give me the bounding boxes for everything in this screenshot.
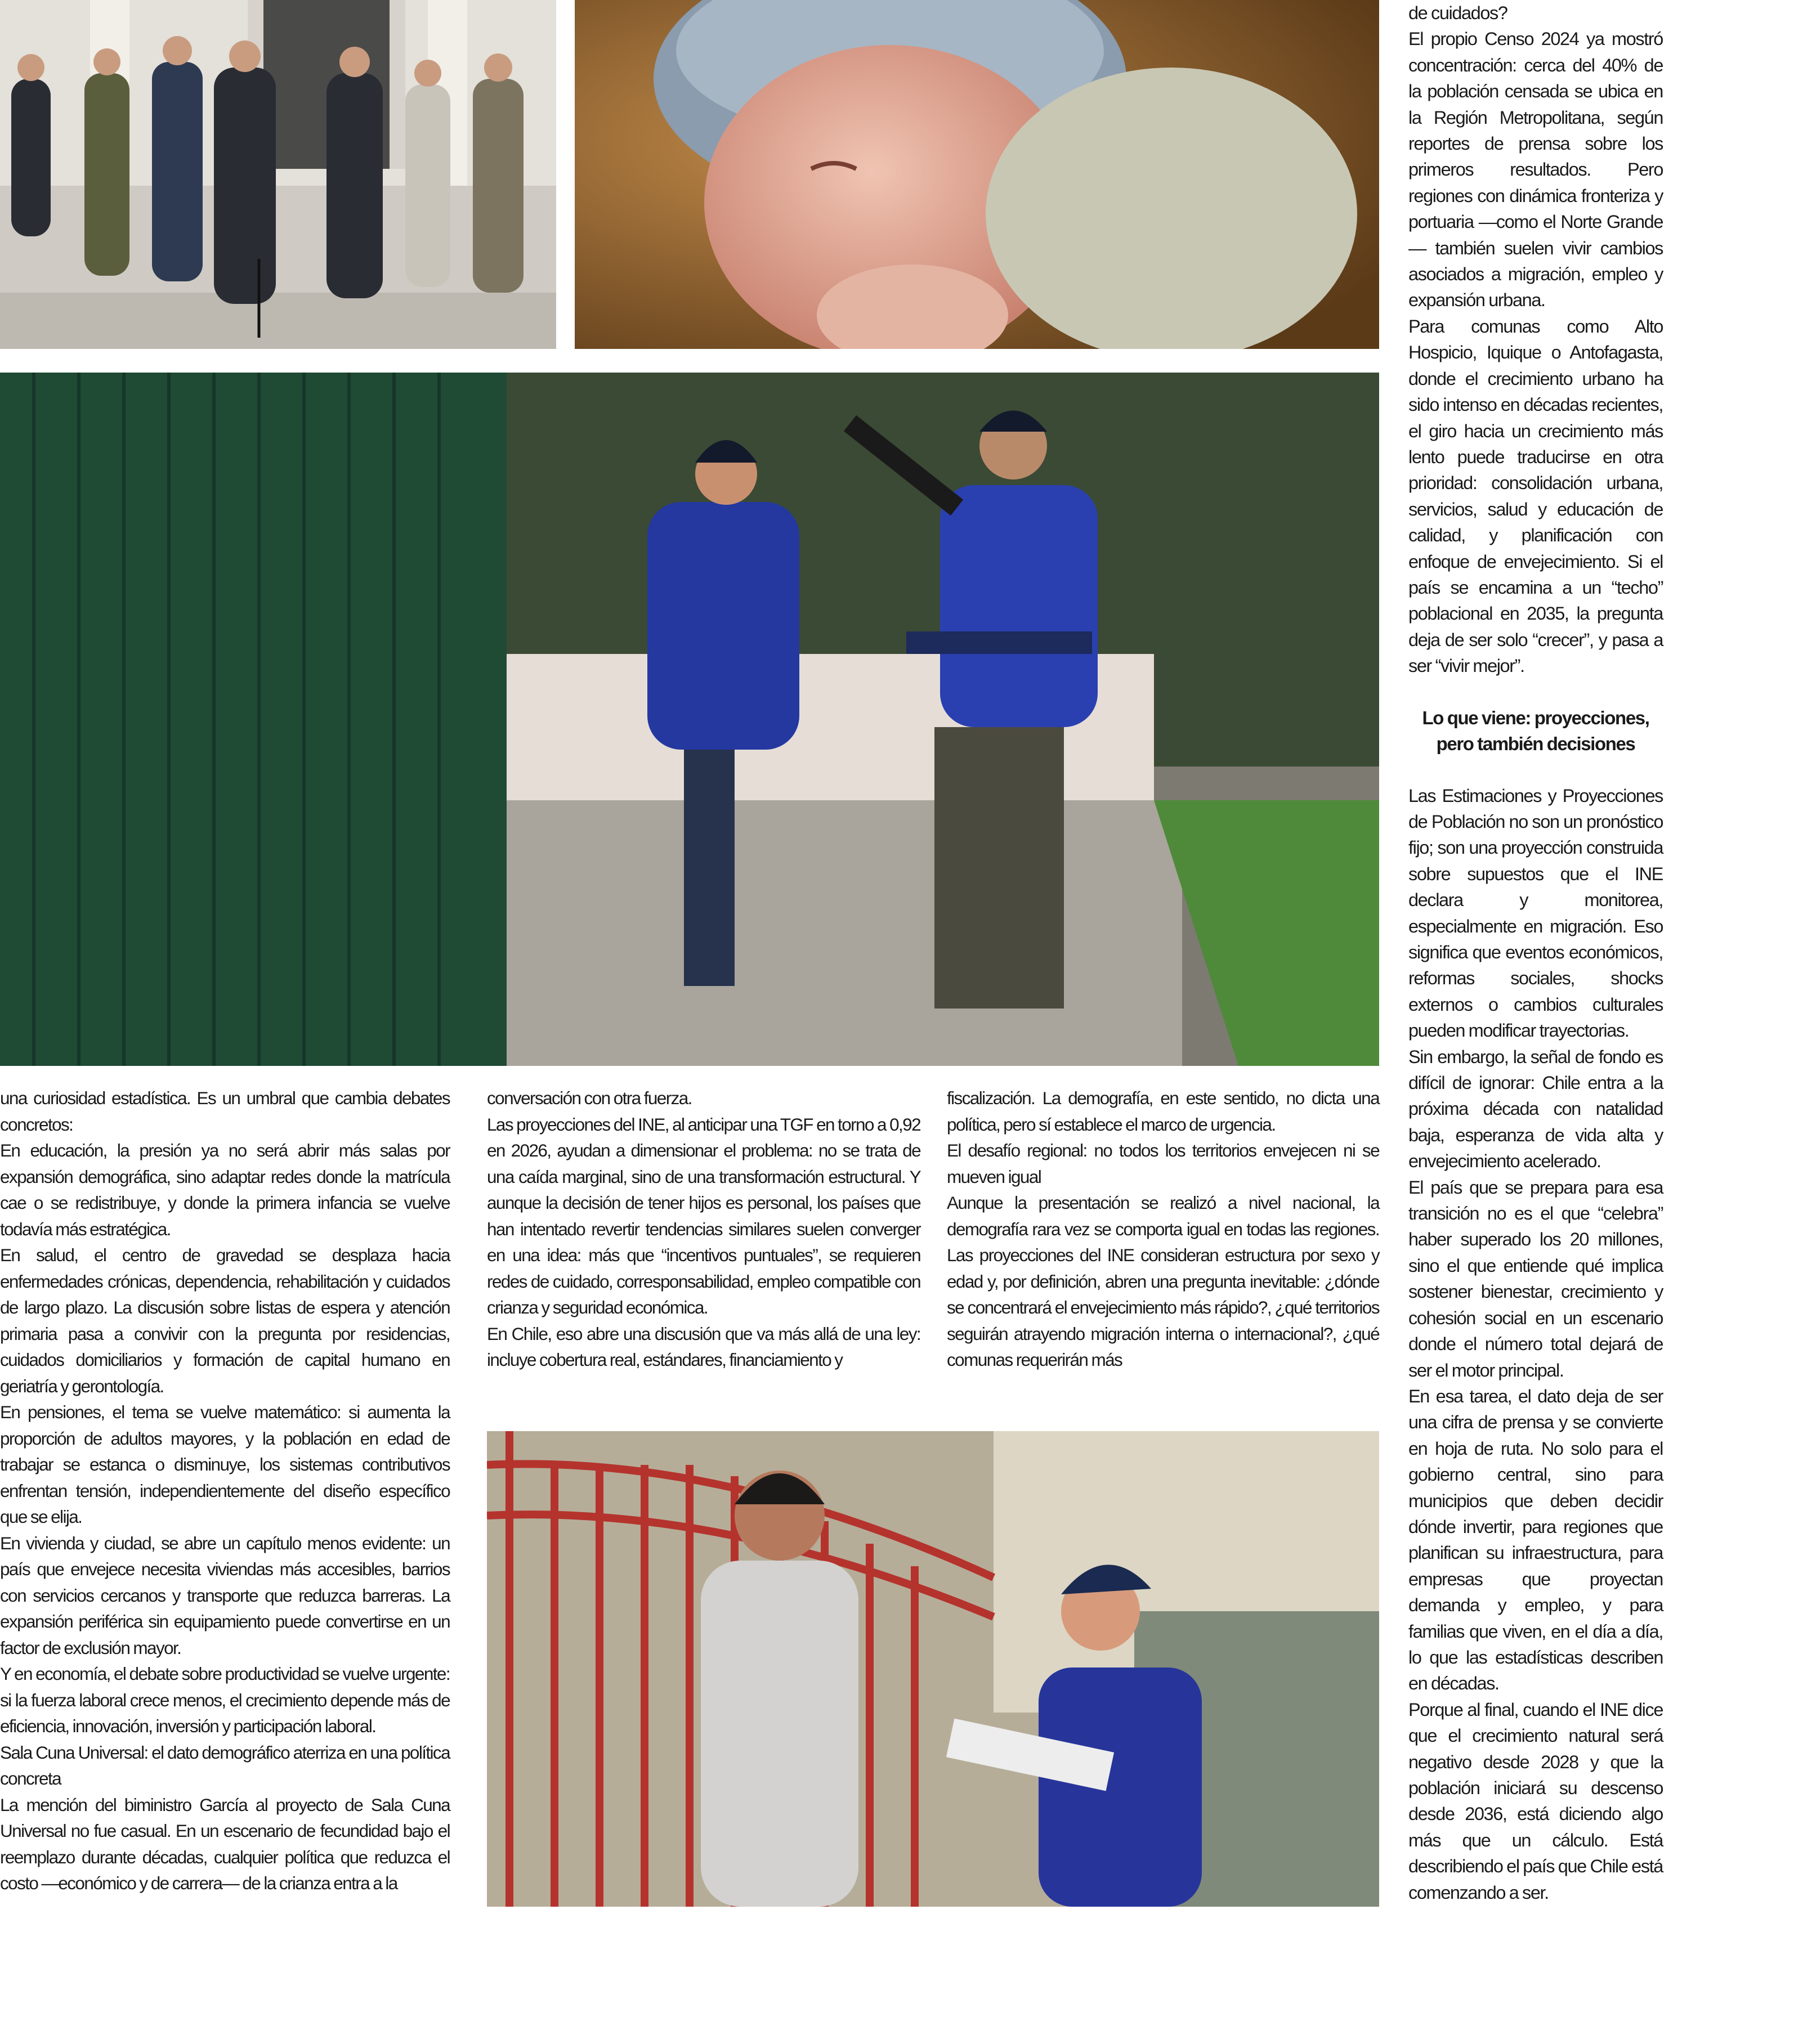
article-column-2 <box>487 1085 920 1373</box>
photo-census-workers <box>0 373 1379 1066</box>
col3-paragraph-1: fiscalización. La demografía, en este sentido, no dicta una política, pero sí establece el marco de urgencia. <box>947 1088 1379 1135</box>
col3-paragraph-2: El desafío regional: no todos los territorios envejecen ni se mueven igual <box>947 1140 1379 1187</box>
col1-paragraph-3: En salud, el centro de gravedad se desplaza hacia enfermedades crónicas, dependencia, rehabilitación y cuidados de largo plazo. La discusión sobre listas de espera y atención primaria pasa a convivir con la pregunta por residencias, cuidados domiciliarios y formación de capital humano en geriatría y gerontología. <box>0 1245 450 1396</box>
col1-paragraph-1: una curiosidad estadística. Es un umbral que cambia debates concretos: <box>0 1088 450 1135</box>
col4-paragraph-3: Para comunas como Alto Hospicio, Iquique o Antofagasta, donde el crecimiento urbano ha sido intenso en décadas recientes, el giro hacia un crecimiento más lento puede traducirse en otra prioridad: consolidación urbana, servicios, salud y educación de calidad, y planificación con enfoque de envejecimiento. Si el país se encamina a un “techo” poblacional en 2035, la pregunta deja de ser solo “crecer”, y pasa a ser “vivir mejor”. <box>1408 316 1663 676</box>
spacer <box>1408 679 1663 705</box>
photo-interview <box>487 1431 1379 1907</box>
col4-paragraph-6: El país que se prepara para esa transición no es el que “celebra” haber superado los 20 millones, sino el que entiende qué implica sostener bienestar, crecimiento y cohesión social en un escenario donde el número total dejará de ser el motor principal. <box>1408 1177 1663 1380</box>
article-column-3 <box>947 1085 1379 1373</box>
col1-paragraph-8: La mención del biministro García al proyecto de Sala Cuna Universal no fue casual. En un escenario de fecundidad bajo el reemplazo durante décadas, cualquier política que reduzca el costo —económico y de carrera— de la crianza entra a la <box>0 1794 450 1893</box>
col4-paragraph-7: En esa tarea, el dato deja de ser una cifra de prensa y se convierte en hoja de ruta. No solo para el gobierno central, sino para municipios que deben decidir dónde invertir, para regiones que planifican su infraestructura, para empresas que proyectan demanda y empleo, y para familias que viven, en el día a día, lo que las estadísticas describen en décadas. <box>1408 1386 1663 1694</box>
col3-paragraph-3: Aunque la presentación se realizó a nivel nacional, la demografía rara vez se comporta igual en todas las regiones. Las proyecciones del INE consideran estructura por sexo y edad y, por definición, abren una pregunta inevitable: ¿dónde se concentrará el envejecimiento más rápido?, ¿qué territorios seguirán atrayendo migración interna o internacional?, ¿qué comunas requerirán más <box>947 1193 1379 1370</box>
col2-paragraph-2: Las proyecciones del INE, al anticipar una TGF en torno a 0,92 en 2026, ayudan a dimensionar el problema: no se trata de una caída marginal, sino de una transformación estructural. Y aunque la decisión de tener hijos es personal, los países que han intentado revertir tendencias similares suelen converger en una idea: más que “incentivos puntuales”, se requieren redes de cuidado, corresponsabilidad, empleo compatible con crianza y seguridad económica. <box>487 1114 920 1317</box>
article-column-4 <box>1408 0 1663 1906</box>
photo-officials <box>0 0 556 349</box>
baby-illustration <box>575 0 1379 349</box>
spacer <box>1408 757 1663 783</box>
col2-paragraph-3: En Chile, eso abre una discusión que va más allá de una ley: incluye cobertura real, estándares, financiamiento y <box>487 1323 920 1370</box>
section-subheading: Lo que viene: proyecciones, pero también decisiones <box>1422 707 1649 754</box>
officials-illustration <box>0 0 556 349</box>
col4-paragraph-4: Las Estimaciones y Proyecciones de Población no son un pronóstico fijo; son una proyección construida sobre supuestos que el INE declara y monitorea, especialmente en migración. Eso significa que eventos económicos, reformas sociales, shocks externos o cambios culturales pueden modificar trayectorias. <box>1408 785 1663 1041</box>
col4-paragraph-2: El propio Censo 2024 ya mostró concentración: cerca del 40% de la población censada se ubica en la Región Metropolitana, según reportes de prensa sobre los primeros resultados. Pero regiones con dinámica fronteriza y portuaria —como el Norte Grande— también suelen vivir cambios asociados a migración, empleo y expansión urbana. <box>1408 29 1663 311</box>
article-column-1 <box>0 1085 450 1897</box>
interview-illustration <box>487 1431 1379 1907</box>
col1-paragraph-2: En educación, la presión ya no será abrir más salas por expansión demográfica, sino adaptar redes donde la matrícula cae o se redistribuye, y donde la primera infancia se vuelve todavía más estratégica. <box>0 1140 450 1239</box>
col4-paragraph-8: Porque al final, cuando el INE dice que el crecimiento natural será negativo desde 2028 y que la población iniciará su descenso desde 2036, está diciendo algo más que un cálculo. Está describiendo el país que Chile está comenzando a ser. <box>1408 1699 1663 1903</box>
col4-paragraph-1: de cuidados? <box>1408 3 1507 23</box>
col1-paragraph-4: En pensiones, el tema se vuelve matemático: si aumenta la proporción de adultos mayores, y la población en edad de trabajar se estanca o disminuye, los sistemas contributivos enfrentan tensión, independientemente del diseño específico que se elija. <box>0 1402 450 1527</box>
col1-paragraph-7: Sala Cuna Universal: el dato demográfico aterriza en una política concreta <box>0 1742 450 1788</box>
col4-paragraph-5: Sin embargo, la señal de fondo es difícil de ignorar: Chile entra a la próxima década con natalidad baja, esperanza de vida alta y envejecimiento acelerado. <box>1408 1046 1663 1172</box>
col1-paragraph-5: En vivienda y ciudad, se abre un capítulo menos evidente: un país que envejece necesita viviendas más accesibles, barrios con servicios cercanos y transporte que reduzca barreras. La expansión periférica sin equipamiento puede convertirse en un factor de exclusión mayor. <box>0 1532 450 1658</box>
photo-baby <box>575 0 1379 349</box>
census-workers-illustration <box>0 373 1379 1066</box>
col1-paragraph-6: Y en economía, el debate sobre productividad se vuelve urgente: si la fuerza laboral crece menos, el crecimiento depende más de eficiencia, innovación, inversión y participación laboral. <box>0 1664 450 1736</box>
col2-paragraph-1: conversación con otra fuerza. <box>487 1088 692 1108</box>
